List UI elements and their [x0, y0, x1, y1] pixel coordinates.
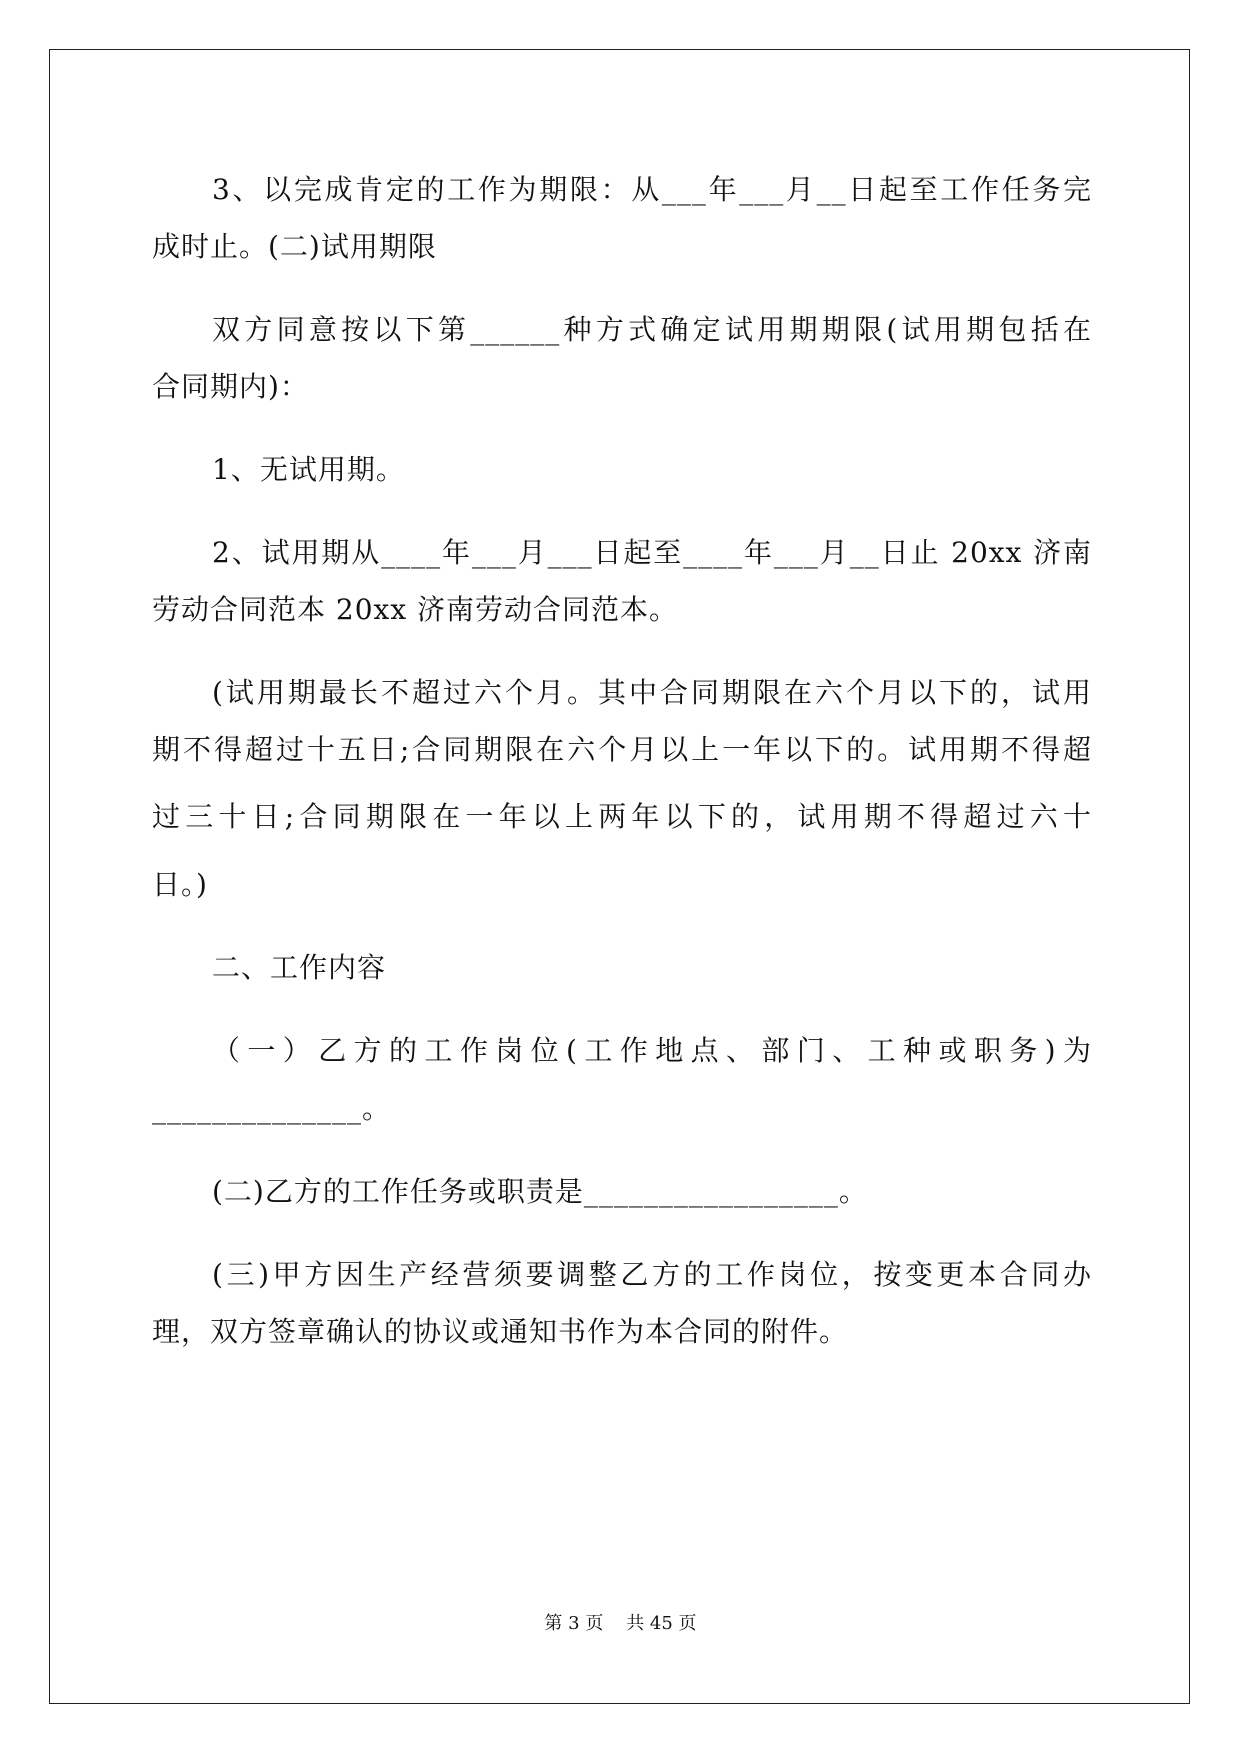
paragraph-line: 双方同意按以下第______种方式确定试用期期限(试用期包括在 [212, 313, 1092, 346]
paragraph-line: 过三十日;合同期限在一年以上两年以下的，试用期不得超过六十 [152, 800, 1092, 833]
paragraph-line: 日。) [152, 868, 208, 901]
paragraph-line: 合同期内)： [152, 370, 309, 403]
paragraph-line: (二)乙方的工作任务或职责是_________________。 [212, 1175, 868, 1208]
paragraph-line: 期不得超过十五日;合同期限在六个月以上一年以下的。试用期不得超 [152, 733, 1092, 766]
paragraph-line: 理，双方签章确认的协议或通知书作为本合同的附件。 [152, 1315, 849, 1348]
section-heading: 二、工作内容 [212, 951, 387, 984]
paragraph-line: 2、试用期从____年___月___日起至____年___月__日止 20xx 济南 [212, 536, 1092, 569]
paragraph-line: (三)甲方因生产经营须要调整乙方的工作岗位，按变更本合同办 [212, 1258, 1092, 1291]
paragraph-line: 成时止。(二)试用期限 [152, 230, 437, 263]
page-number-footer: 第 3 页 共 45 页 [544, 1613, 697, 1634]
paragraph-line: （一）乙方的工作岗位(工作地点、部门、工种或职务)为 [212, 1034, 1092, 1067]
blank-line: ______________。 [152, 1092, 392, 1125]
paragraph-line: (试用期最长不超过六个月。其中合同期限在六个月以下的，试用 [212, 676, 1092, 709]
paragraph-line: 劳动合同范本 20xx 济南劳动合同范本。 [152, 593, 679, 626]
paragraph-line: 3、以完成肯定的工作为期限：从___年___月__日起至工作任务完 [212, 173, 1092, 206]
paragraph-line: 1、无试用期。 [212, 453, 405, 486]
